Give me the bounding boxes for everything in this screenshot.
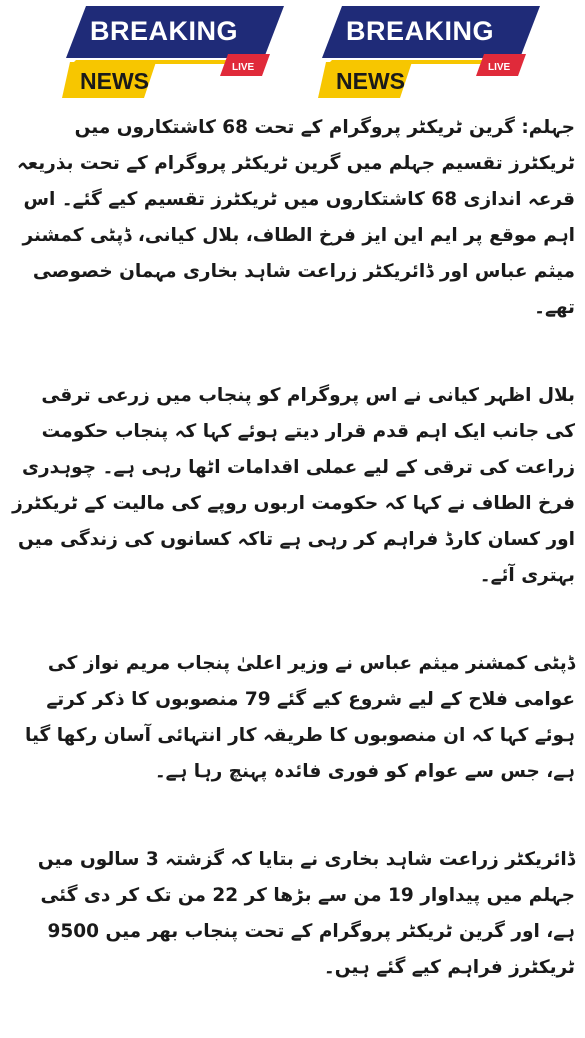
breaking-news-badge [62,6,284,104]
news-label: NEWS [80,68,149,94]
news-label: NEWS [336,68,405,94]
article-paragraph: ڈائریکٹر زراعت شاہد بخاری نے بتایا کہ گزشتہ 3 سالوں میں جہلم میں پیداوار 19 من سے بڑھا کر 22 من تک کر دی گئی ہے، اور گرین ٹریکٹر پروگرام کے تحت پنجاب بھر میں 9500 ٹریکٹرز فراہم کیے گئے ہیں۔ [37,849,575,978]
breaking-label: BREAKING [346,16,495,46]
article-paragraph: ڈپٹی کمشنر میثم عباس نے وزیر اعلیٰ پنجاب مریم نواز کی عوامی فلاح کے لیے شروع کیے گئے 79 منصوبوں کا ذکر کرتے ہوئے کہا کہ ان منصوبوں کا طریقہ کار انتہائی آسان رکھا گیا ہے، جس سے عوام کو فوری فائدہ پہنچ رہا ہے۔ [25,653,575,782]
article-paragraph: جہلم: گرین ٹریکٹر پروگرام کے تحت 68 کاشتکاروں میں ٹریکٹرز تقسیم جہلم میں گرین ٹریکٹر پروگرام کے تحت بذریعہ قرعہ اندازی 68 کاشتکاروں میں ٹریکٹرز تقسیم کیے گئے۔ اس اہم موقع پر ایم این ایز فرخ الطاف، بلال کیانی، ڈپٹی کمشنر میثم عباس اور ڈائریکٹر زراعت شاہد بخاری مہمان خصوصی تھے۔ [16,117,575,318]
live-label: LIVE [232,62,255,73]
breaking-news-banners [0,0,585,110]
breaking-label: BREAKING [90,16,239,46]
article-paragraph: بلال اظہر کیانی نے اس پروگرام کو پنجاب میں زرعی ترقی کی جانب ایک اہم قدم قرار دیتے ہوئے کہا کہ پنجاب حکومت زراعت کی ترقی کے لیے عملی اقدامات اٹھا رہی ہے۔ چوہدری فرخ الطاف نے کہا کہ حکومت اربوں روپے کی مالیت کے ٹریکٹرز اور کسان کارڈ فراہم کر رہی ہے تاکہ کسانوں کی زندگی میں بہتری آئے۔ [12,385,575,586]
live-label: LIVE [488,62,511,73]
breaking-news-badge [318,6,540,104]
article-body [8,110,575,1038]
